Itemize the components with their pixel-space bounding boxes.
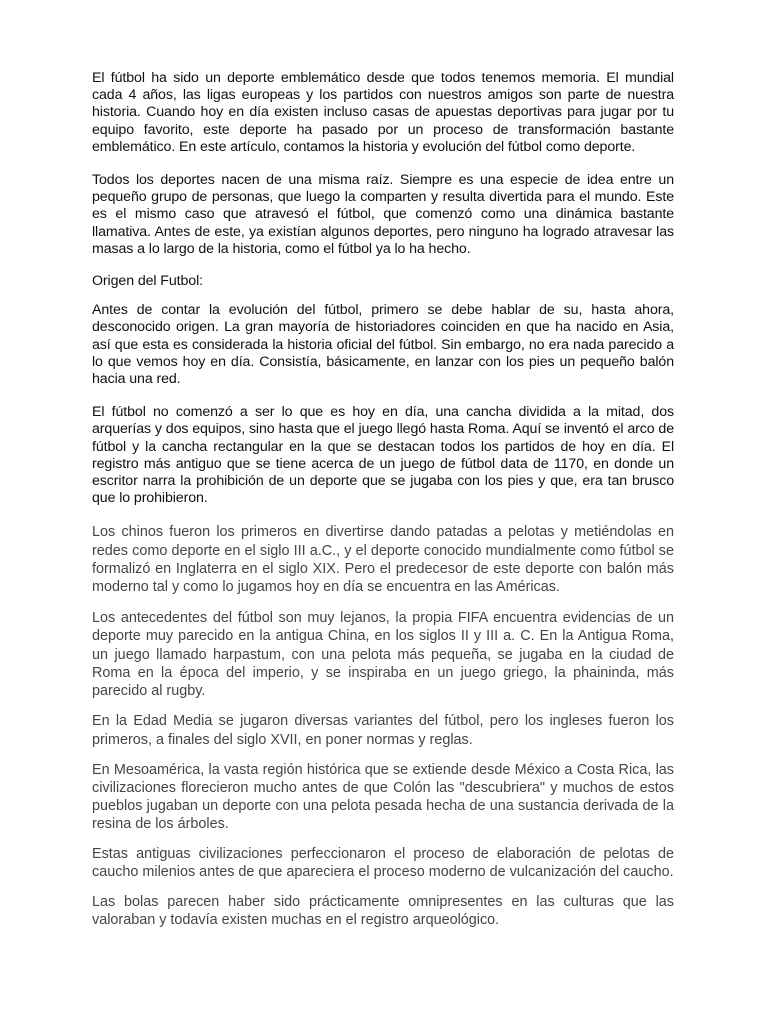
section-heading-origin: Origen del Futbol: [92, 273, 203, 290]
paragraph-china: Los chinos fueron los primeros en divertirse dando patadas a pelotas y metiéndolas en redes como deporte en el siglo III a.C., y el deporte conocido mundialmente como fútbol se formalizó en Inglaterra en el siglo XIX. Pero el predecesor de este deporte con balón más moderno tal y como lo jugamos hoy en día se encuentra en las Américas. [92, 524, 674, 596]
paragraph-middle-ages: En la Edad Media se jugaron diversas variantes del fútbol, pero los ingleses fueron los primeros, a finales del siglo XVII, en poner normas y reglas. [92, 713, 674, 748]
paragraph-rubber: Estas antiguas civilizaciones perfeccionaron el proceso de elaboración de pelotas de caucho milenios antes de que apareciera el proceso moderno de vulcanización del caucho. [92, 845, 674, 880]
paragraph-antecedents: Los antecedentes del fútbol son muy lejanos, la propia FIFA encuentra evidencias de un deporte muy parecido en la antigua China, en los siglos II y III a. C. En la Antigua Roma, un juego llamado harpastum, con una pelota más pequeña, se jugaba en la ciudad de Roma en la época del imperio, y se inspiraba en un juego griego, la phaininda, más parecido al rugby. [92, 610, 674, 700]
paragraph-balls: Las bolas parecen haber sido prácticamente omnipresentes en las culturas que las valoraban y todavía existen muchas en el registro arqueológico. [92, 893, 674, 929]
paragraph-origin: Antes de contar la evolución del fútbol, primero se debe hablar de su, hasta ahora, desconocido origen. La gran mayoría de historiadores coinciden en que ha nacido en Asia, así que esta es considerada la historia oficial del fútbol. Sin embargo, no era nada parecido a lo que vemos hoy en día. Consistía, básicamente, en lanzar con los pies un pequeño balón hacia una red. [92, 302, 674, 388]
paragraph-rome: El fútbol no comenzó a ser lo que es hoy en día, una cancha dividida a la mitad, dos arquerías y dos equipos, sino hasta que el juego llegó hasta Roma. Aquí se inventó el arco de fútbol y la cancha rectangular en la que se destacan todos los partidos de hoy en día. El registro más antiguo que se tiene acerca de un juego de fútbol data de 1170, en donde un escritor narra la prohibición de un deporte que se jugaba con los pies y que, era tan brusco que lo prohibieron. [92, 404, 674, 507]
paragraph-roots: Todos los deportes nacen de una misma raíz. Siempre es una especie de idea entre un pequeño grupo de personas, que luego la comparten y resulta divertida para el mundo. Este es el mismo caso que atravesó el fútbol, que comenzó como una dinámica bastante llamativa. Antes de este, ya existían algunos deportes, pero ninguno ha logrado atravesar las masas a lo largo de la historia, como el fútbol ya lo ha hecho. [92, 172, 674, 257]
document-page [92, 70, 674, 929]
paragraph-mesoamerica: En Mesoamérica, la vasta región histórica que se extiende desde México a Costa Rica, las civilizaciones florecieron mucho antes de que Colón las "descubriera" y muchos de estos pueblos jugaban un deporte con una pelota pesada hecha de una sustancia derivada de la resina de los árboles. [92, 761, 674, 833]
paragraph-intro: El fútbol ha sido un deporte emblemático desde que todos tenemos memoria. El mundial cada 4 años, las ligas europeas y los partidos con nuestros amigos son parte de nuestra historia. Cuando hoy en día existen incluso casas de apuestas deportivas para jugar por tu equipo favorito, este deporte ha pasado por un proceso de transformación bastante emblemático. En este artículo, contamos la historia y evolución del fútbol como deporte. [92, 70, 674, 155]
